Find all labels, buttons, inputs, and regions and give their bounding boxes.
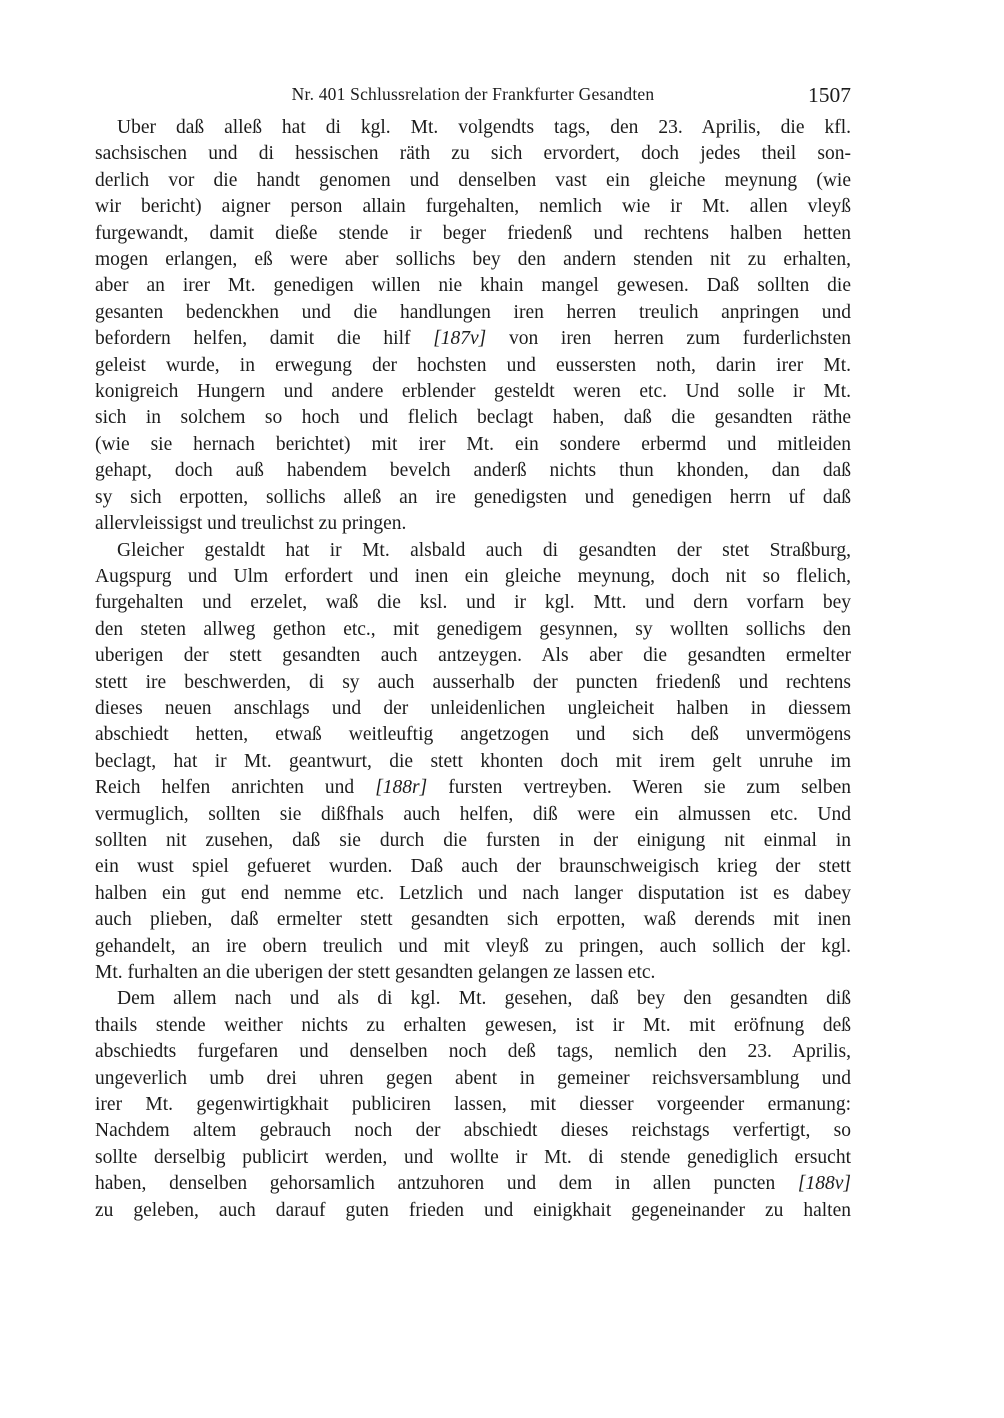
text-line — [95, 458, 851, 484]
text-line — [95, 511, 851, 537]
page-header — [95, 83, 851, 105]
text-line — [95, 168, 851, 194]
text-run: Augspurg und Ulm erfordert und inen ein gleiche meynung, doch nit so flelich, — [95, 565, 851, 587]
text-run: auch plieben, daß ermelter stett gesandten sich erpotten, waß derends mit inen — [95, 909, 851, 931]
paragraph — [95, 538, 851, 987]
text-run: ungeverlich umb drei uhren gegen abent in gemeiner reichsversamblung und — [95, 1067, 851, 1089]
text-run: sich in solchem so hoch und flelich beclagt haben, daß die gesandten räthe — [95, 407, 851, 429]
text-run: abschiedts furgefaren und denselben noch deß tags, nemlich den 23. Aprilis, — [95, 1041, 851, 1063]
text-line — [95, 590, 851, 616]
text-run: halben ein gut end nemme etc. Letzlich und nach langer disputation ist es dabey — [95, 882, 851, 904]
running-head: Nr. 401 Schlussrelation der Frankfurter Gesandten — [291, 84, 655, 104]
text-line — [95, 881, 851, 907]
text-line — [95, 564, 851, 590]
folio-marker: [188r] — [375, 777, 428, 799]
text-run: befordern helfen, damit die hilf — [95, 328, 434, 350]
text-run: fursten vertreyben. Weren sie zum selben — [427, 777, 851, 799]
text-line — [95, 353, 851, 379]
text-line — [95, 696, 851, 722]
text-run: uberigen der stett gesandten auch antzeygen. Als aber die gesandten ermelter — [95, 645, 851, 667]
text-run: wir bericht) aigner person allain furgehalten, nemlich wie ir Mt. allen vleyß — [95, 196, 851, 218]
text-run: gehapt, doch auß habendem bevelch anderß nichts thun khonden, dan daß — [95, 460, 851, 482]
text-run: Dem allem nach und als di kgl. Mt. gesehen, daß bey den gesandten diß — [117, 988, 851, 1010]
text-line — [95, 960, 851, 986]
text-line — [95, 1198, 851, 1224]
text-line — [95, 485, 851, 511]
text-body — [95, 115, 851, 1224]
text-run: gesanten bedenckhen und die handlungen iren herren treulich anpringen und — [95, 301, 851, 323]
text-line — [95, 1171, 851, 1197]
text-run: von iren herren zum furderlichsten — [486, 328, 851, 350]
text-line — [95, 115, 851, 141]
text-run: haben, denselben gehorsamlich antzuhoren und dem in allen puncten — [95, 1173, 798, 1195]
text-line — [95, 1118, 851, 1144]
text-line — [95, 405, 851, 431]
text-run: thails stende weither nichts zu erhalten gewesen, ist ir Mt. mit eröfnung deß — [95, 1014, 851, 1036]
folio-marker: [188v] — [797, 1173, 851, 1195]
text-line — [95, 221, 851, 247]
text-run: irer Mt. gegenwirtigkhait publiciren lassen, mit diesser vorgeender ermanung: — [95, 1094, 851, 1116]
text-run: zu geleben, auch darauf guten frieden und einigkhait gegeneinander zu halten — [95, 1199, 851, 1221]
text-run: derlich vor die handt genomen und denselben vast ein gleiche meynung (wie — [95, 169, 851, 191]
folio-marker: [187v] — [433, 328, 487, 350]
paragraph — [95, 115, 851, 538]
text-line — [95, 432, 851, 458]
text-run: abschiedt hetten, etwaß weitleuftig angetzogen und sich deß unvermögens — [95, 724, 851, 746]
text-run: sollten nit zusehen, daß sie durch die fursten in der einigung nit einmal in — [95, 829, 851, 851]
text-line — [95, 1092, 851, 1118]
text-run: beclagt, hat ir Mt. geantwurt, die stett khonten doch mit irem gelt unruhe im — [95, 750, 851, 772]
text-line — [95, 854, 851, 880]
text-line — [95, 538, 851, 564]
text-run: Gleicher gestaldt hat ir Mt. alsbald auch di gesandten der stet Straßburg, — [117, 539, 851, 561]
text-line — [95, 379, 851, 405]
text-line — [95, 670, 851, 696]
text-line — [95, 1145, 851, 1171]
text-run: allervleissigst und treulichst zu pringen. — [95, 513, 407, 535]
text-line — [95, 300, 851, 326]
text-line — [95, 1066, 851, 1092]
text-line — [95, 617, 851, 643]
text-line — [95, 326, 851, 352]
text-run: geleist wurde, in erwegung der hochsten und eussersten noth, darin irer Mt. — [95, 354, 851, 376]
text-run: sy sich erpotten, sollichs alleß an ire genedigsten und genedigen herrn uf daß — [95, 486, 851, 508]
text-run: sachsischen und di hessischen räth zu sich ervordert, doch jedes theil son- — [95, 143, 851, 165]
text-line — [95, 247, 851, 273]
text-line — [95, 643, 851, 669]
text-run: furgehalten und erzelet, waß die ksl. und ir kgl. Mtt. und dern vorfarn bey — [95, 592, 851, 614]
text-line — [95, 934, 851, 960]
text-line — [95, 749, 851, 775]
text-run: gehandelt, an ire obern treulich und mit vleyß zu pringen, auch sollich der kgl. — [95, 935, 851, 957]
text-run: aber an irer Mt. genedigen willen nie khain mangel gewesen. Daß sollten die — [95, 275, 851, 297]
text-run: furgewandt, damit dieße stende ir beger friedenß und rechtens halben hetten — [95, 222, 851, 244]
text-line — [95, 828, 851, 854]
text-run: ein wust spiel gefueret wurden. Daß auch der braunschweigisch krieg der stett — [95, 856, 851, 878]
page-number: 1507 — [808, 83, 851, 107]
text-line — [95, 802, 851, 828]
text-line — [95, 775, 851, 801]
text-run: Nachdem altem gebrauch noch der abschiedt dieses reichstags verfertigt, so — [95, 1120, 851, 1142]
text-line — [95, 1039, 851, 1065]
text-run: stett ire beschwerden, di sy auch ausserhalb der puncten friedenß und rechtens — [95, 671, 851, 693]
text-run: Reich helfen anrichten und — [95, 777, 376, 799]
text-run: Uber daß alleß hat di kgl. Mt. volgendts tags, den 23. Aprilis, die kfl. — [117, 117, 851, 138]
text-line — [95, 141, 851, 167]
text-run: mogen erlangen, eß were aber sollichs bey den andern stenden nit zu erhalten, — [95, 249, 851, 271]
text-run: dieses neuen anschlags und der unleidenlichen ungleicheit halben in diessem — [95, 697, 851, 719]
text-run: sollte derselbig publicirt werden, und wollte ir Mt. di stende genediglich ersucht — [95, 1146, 851, 1168]
text-line — [95, 907, 851, 933]
text-line — [95, 273, 851, 299]
paragraph — [95, 986, 851, 1224]
text-line — [95, 1013, 851, 1039]
text-run: (wie sie hernach berichtet) mit irer Mt. ein sondere erbermd und mitleiden — [95, 433, 851, 455]
text-line — [95, 986, 851, 1012]
text-line — [95, 722, 851, 748]
text-run: vermuglich, sollten sie dißfhals auch helfen, diß were ein almussen etc. Und — [95, 803, 851, 825]
text-line — [95, 194, 851, 220]
text-run: Mt. furhalten an die uberigen der stett gesandten gelangen ze lassen etc. — [95, 962, 656, 983]
text-run: konigreich Hungern und andere erblender gesteldt weren etc. Und solle ir Mt. — [95, 381, 851, 403]
text-run: den steten allweg gethon etc., mit genedigem gesynnen, sy wollten sollichs den — [95, 618, 851, 640]
